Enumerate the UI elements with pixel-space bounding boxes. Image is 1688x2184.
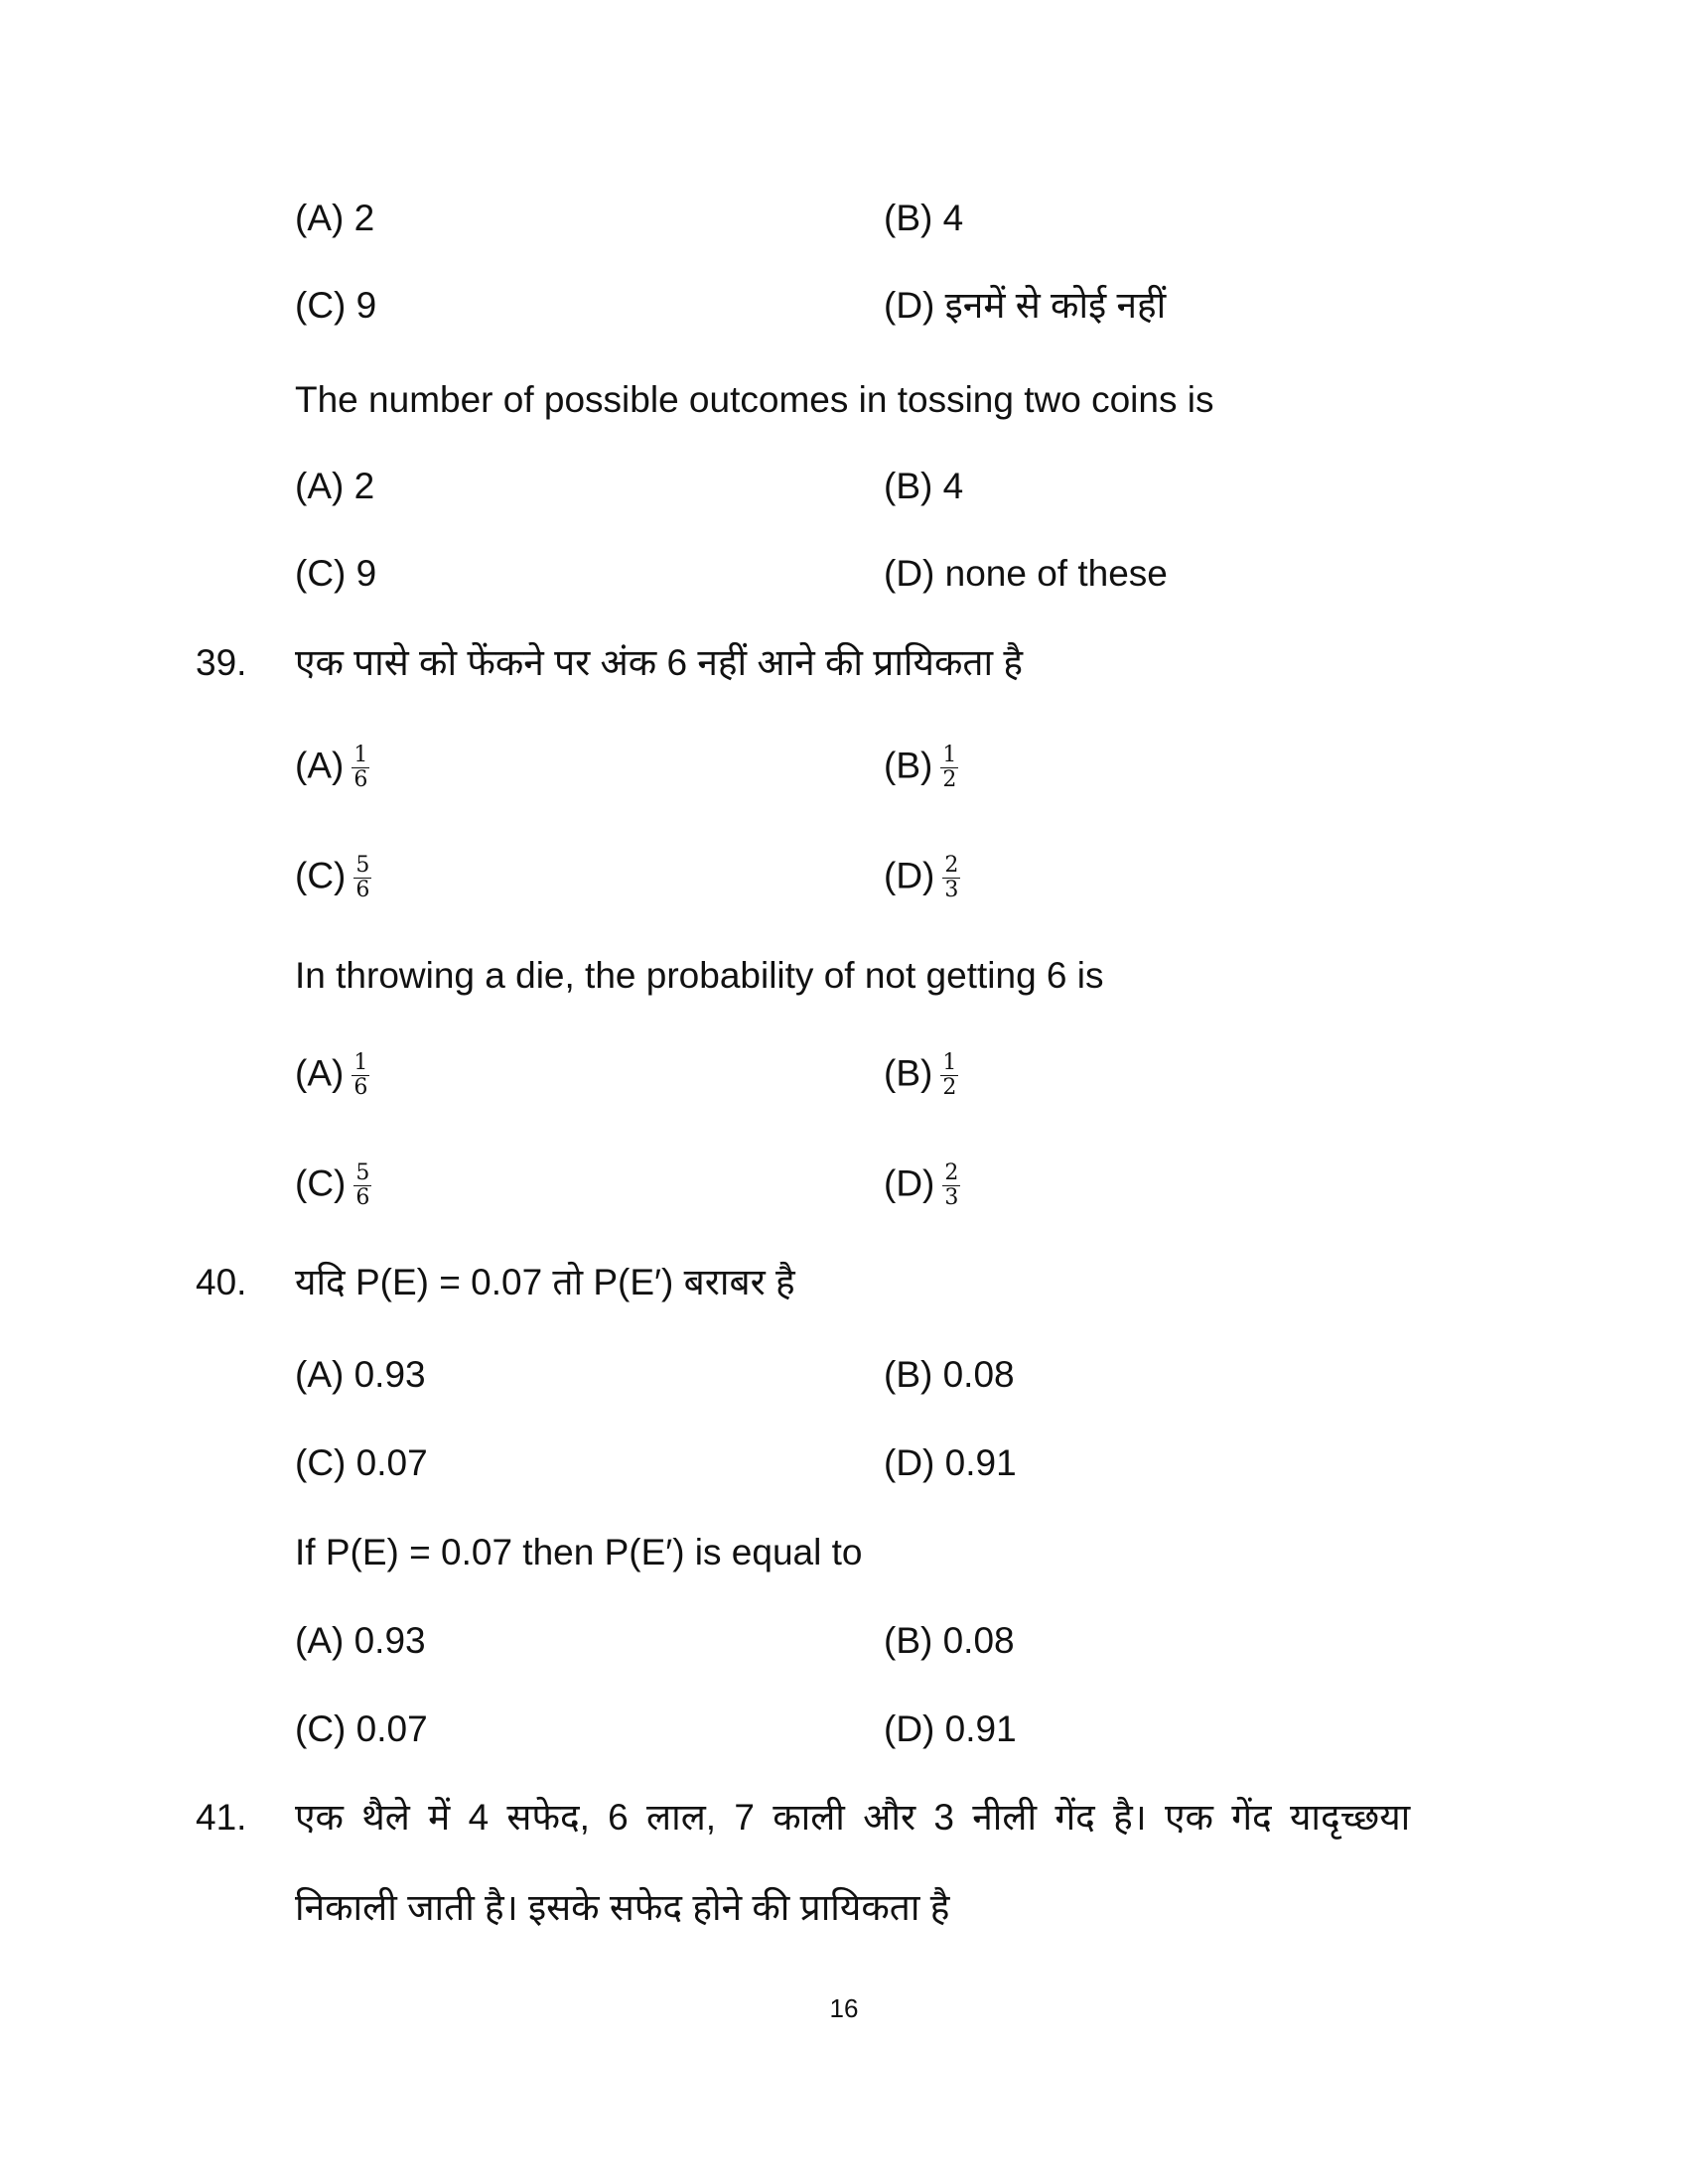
question-number: 39.: [196, 642, 247, 683]
question-text-hindi: एक पासे को फेंकने पर अंक 6 नहीं आने की प्रायिकता है: [295, 642, 1023, 683]
question-text: In throwing a die, the probability of not getting 6 is: [295, 955, 1104, 996]
option-label: (B): [884, 745, 933, 786]
question-number: 40.: [196, 1262, 247, 1302]
option-label: (D): [884, 855, 935, 896]
numerator: 1: [942, 743, 957, 767]
fraction: [942, 854, 960, 902]
option-b: (B) 0.08: [884, 1354, 1015, 1395]
fraction: [942, 1161, 960, 1210]
option-a: (A) 0.93: [295, 1354, 426, 1395]
numerator: 1: [942, 1050, 957, 1075]
option-d: [884, 1161, 960, 1210]
numerator: 2: [944, 853, 959, 878]
fraction: [352, 1051, 369, 1100]
option-label: (A): [295, 745, 345, 786]
numerator: 1: [353, 1050, 368, 1075]
option-b: [884, 744, 958, 792]
fraction: [940, 1051, 958, 1100]
option-a: (A) 2: [295, 198, 375, 238]
option-label: (C): [295, 1162, 347, 1204]
option-a: (A) 0.93: [295, 1620, 426, 1661]
numerator: 2: [944, 1160, 959, 1185]
numerator: 5: [355, 853, 370, 878]
option-d: (D) 0.91: [884, 1708, 1017, 1749]
denominator: 2: [942, 1075, 957, 1100]
denominator: 2: [942, 767, 957, 792]
option-d: (D) 0.91: [884, 1442, 1017, 1483]
question-text-hindi-continued: निकाली जाती है। इसके सफेद होने की प्रायिकता है: [295, 1887, 950, 1928]
option-a: (A) 2: [295, 466, 375, 506]
denominator: 6: [353, 1075, 368, 1100]
page-number: 16: [829, 1993, 859, 2023]
option-c: (C) 9: [295, 553, 377, 594]
denominator: 3: [944, 1185, 959, 1210]
option-b: (B) 0.08: [884, 1620, 1015, 1661]
question-text-hindi: यदि P(E) = 0.07 तो P(E′) बराबर है: [295, 1262, 795, 1302]
option-b: [884, 1051, 958, 1100]
option-a: [295, 744, 369, 792]
option-label: (D): [884, 1162, 935, 1204]
numerator: 5: [355, 1160, 370, 1185]
fraction: [940, 744, 958, 792]
option-a: [295, 1051, 369, 1100]
question-text: If P(E) = 0.07 then P(E′) is equal to: [295, 1532, 863, 1572]
option-b: (B) 4: [884, 198, 964, 238]
fraction: [353, 1161, 371, 1210]
option-label: (C): [295, 855, 347, 896]
option-b: (B) 4: [884, 466, 964, 506]
option-c: (C) 0.07: [295, 1442, 428, 1483]
option-c: [295, 1161, 371, 1210]
option-label: (B): [884, 1052, 933, 1094]
question-text: The number of possible outcomes in tossing two coins is: [295, 379, 1214, 420]
option-c: [295, 854, 371, 902]
fraction: [353, 854, 371, 902]
option-d: [884, 854, 960, 902]
question-number: 41.: [196, 1797, 247, 1838]
option-c: (C) 0.07: [295, 1708, 428, 1749]
option-d: (D) none of these: [884, 553, 1168, 594]
question-text-hindi: एक थैले में 4 सफेद, 6 लाल, 7 काली और 3 नीली गेंद है। एक गेंद यादृच्छया: [295, 1797, 1411, 1838]
denominator: 6: [353, 767, 368, 792]
option-c: (C) 9: [295, 285, 377, 326]
denominator: 6: [355, 878, 370, 902]
option-label: (A): [295, 1052, 345, 1094]
numerator: 1: [353, 743, 368, 767]
denominator: 6: [355, 1185, 370, 1210]
fraction: [352, 744, 369, 792]
denominator: 3: [944, 878, 959, 902]
option-d: (D) इनमें से कोई नहीं: [884, 285, 1167, 326]
